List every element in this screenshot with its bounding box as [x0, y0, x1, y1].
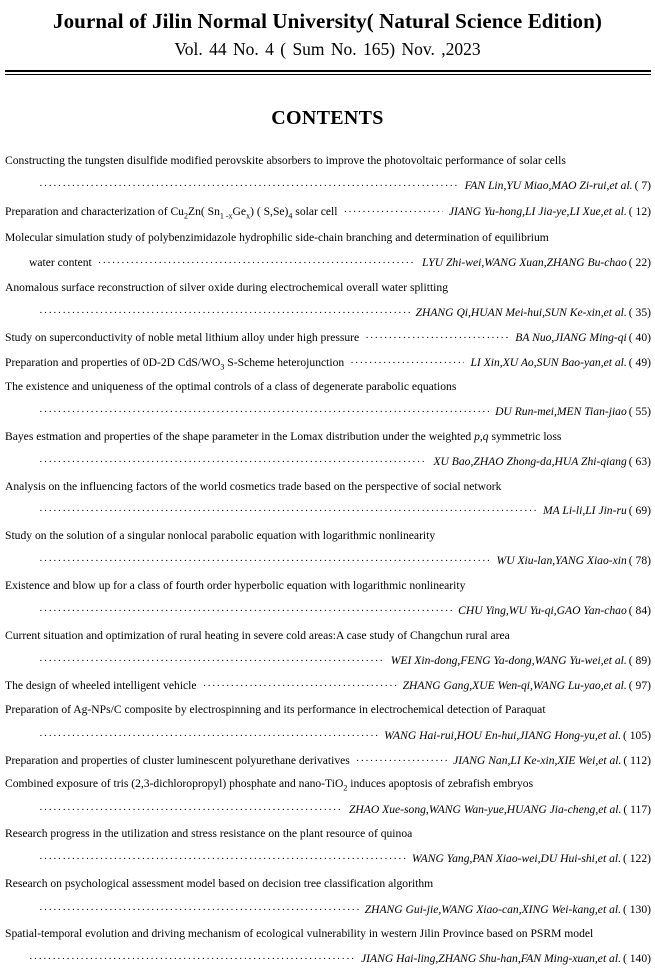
issue-line: Vol. 44 No. 4 ( Sum No. 165) Nov. ,2023 — [174, 39, 481, 59]
leader-dots — [39, 503, 537, 519]
toc-page: ( 40) — [628, 331, 651, 344]
toc-authors: WU Xiu-lan,YANG Xiao-xin — [496, 554, 627, 567]
toc-page: ( 112) — [623, 754, 651, 767]
toc-authors: ZHANG Qi,HUAN Mei-hui,SUN Ke-xin,et al. — [415, 306, 627, 319]
header-rule-top — [5, 70, 651, 72]
leader-dots — [29, 951, 355, 967]
toc-page: ( 69) — [628, 504, 651, 517]
leader-dots — [98, 255, 416, 271]
toc-page: ( 84) — [628, 604, 651, 617]
toc-authors: JIANG Nan,LI Ke-xin,XIE Wei,et al. — [453, 754, 622, 767]
toc-title: The design of wheeled intelligent vehicle — [5, 679, 197, 692]
toc-authors: ZHAO Xue-song,WANG Wan-yue,HUANG Jia-cheng,et al. — [348, 803, 622, 816]
journal-title: Journal of Jilin Normal University( Natural Science Edition) — [52, 9, 603, 33]
leader-dots — [39, 802, 343, 818]
toc-title: Analysis on the influencing factors of the world cosmetics trade based on the perspective of social network — [5, 480, 502, 493]
leader-dots — [39, 553, 491, 569]
toc-authors: CHU Ying,WU Yu-qi,GAO Yan-chao — [458, 604, 627, 617]
leader-dots — [39, 902, 359, 918]
toc-title: Research progress in the utilization and stress resistance on the plant resource of quinoa — [5, 827, 413, 840]
toc-title-cont: water content — [29, 256, 92, 269]
toc-title: Constructing the tungsten disulfide modified perovskite absorbers to improve the photovoltaic performance of solar cells — [5, 154, 566, 167]
toc-page: ( 22) — [628, 256, 651, 269]
toc-authors: LI Xin,XU Ao,SUN Bao-yan,et al. — [470, 356, 627, 369]
toc-page: ( 140) — [622, 952, 651, 965]
toc-title: Preparation and characterization of $Cu_2Zn$( $Sn_{1 -x}Ge_x$) ( $S,Se)_4$ solar cell — [5, 205, 338, 221]
leader-dots — [39, 653, 385, 669]
toc-title: Preparation and properties of 0D-2D CdS/$WO_3$ S-Scheme heterojunction — [5, 356, 345, 372]
leader-dots — [203, 678, 397, 694]
leader-dots — [39, 404, 489, 420]
toc-authors: JIANG Hai-ling,ZHANG Shu-han,FAN Ming-xuan,et al. — [361, 952, 621, 965]
leader-dots — [350, 355, 464, 371]
toc-title: Anomalous surface reconstruction of silver oxide during electrochemical overall water splitting — [5, 281, 448, 294]
leader-dots — [39, 454, 427, 470]
toc-page: ( 117) — [623, 803, 651, 816]
toc-page: ( 49) — [628, 356, 651, 369]
toc-title: Combined exposure of tris (2,3-dichloropropyl) phosphate and nano-TiO$_2$ induces apoptosis of zebrafish embryos — [5, 777, 534, 793]
toc-page: ( 78) — [628, 554, 651, 567]
toc-page: ( 130) — [622, 903, 651, 916]
toc-page: ( 35) — [628, 306, 651, 319]
toc-authors: BA Nuo,JIANG Ming-qi — [515, 331, 627, 344]
leader-dots — [356, 753, 447, 769]
toc-authors: MA Li-li,LI Jin-ru — [542, 504, 627, 517]
contents-heading: CONTENTS — [271, 107, 384, 129]
toc-title: Bayes estmation and properties of the shape parameter in the Lomax distribution under the weighted p,q symmetric loss — [5, 430, 562, 443]
leader-dots — [39, 178, 459, 194]
toc-page: ( 122) — [622, 852, 651, 865]
toc-authors: WEI Xin-dong,FENG Ya-dong,WANG Yu-wei,et al. — [390, 654, 627, 667]
toc-title: Preparation of Ag-NPs/C composite by electrospinning and its performance in electrochemical detection of Paraquat — [5, 703, 546, 716]
toc-page: ( 7) — [634, 179, 651, 192]
toc-title: Study on the solution of a singular nonlocal parabolic equation with logarithmic nonlinearity — [5, 529, 436, 542]
toc-page: ( 89) — [628, 654, 651, 667]
leader-dots — [39, 728, 378, 744]
toc-authors: WANG Hai-rui,HOU En-hui,JIANG Hong-yu,et al. — [384, 729, 621, 742]
leader-dots — [39, 603, 452, 619]
header-rule-bottom — [5, 74, 651, 75]
toc-page: ( 12) — [628, 205, 651, 218]
leader-dots — [343, 204, 442, 220]
toc-authors: JIANG Yu-hong,LI Jia-ye,LI Xue,et al. — [448, 205, 627, 218]
toc-page: ( 63) — [628, 455, 651, 468]
toc-title: Molecular simulation study of polybenzimidazole hydrophilic side-chain branching and determination of equilibrium — [5, 231, 549, 244]
toc-authors: WANG Yang,PAN Xiao-wei,DU Hui-shi,et al. — [411, 852, 621, 865]
toc-authors: ZHANG Gui-jie,WANG Xiao-can,XING Wei-kang,et al. — [364, 903, 621, 916]
leader-dots — [39, 851, 406, 867]
toc-title: The existence and uniqueness of the optimal controls of a class of degenerate parabolic equations — [5, 380, 457, 393]
leader-dots — [365, 330, 509, 346]
toc-title: Current situation and optimization of rural heating in severe cold areas:A case study of Changchun rural area — [5, 629, 510, 642]
toc-authors: ZHANG Gang,XUE Wen-qi,WANG Lu-yao,et al. — [402, 679, 627, 692]
toc-page: ( 55) — [628, 405, 651, 418]
toc-authors: FAN Lin,YU Miao,MAO Zi-rui,et al. — [464, 179, 633, 192]
toc-page: ( 105) — [622, 729, 651, 742]
toc-authors: LYU Zhi-wei,WANG Xuan,ZHANG Bu-chao — [422, 256, 627, 269]
toc-title: Existence and blow up for a class of fourth order hyperbolic equation with logarithmic nonlinearity — [5, 579, 466, 592]
toc-title: Study on superconductivity of noble metal lithium alloy under high pressure — [5, 331, 360, 344]
toc-title: Preparation and properties of cluster luminescent polyurethane derivatives — [5, 754, 350, 767]
toc-title: Research on psychological assessment model based on decision tree classification algorithm — [5, 877, 434, 890]
toc-title: Spatial-temporal evolution and driving mechanism of ecological vulnerability in western Jilin Province based on PSRM model — [5, 927, 594, 940]
toc-page: ( 97) — [628, 679, 651, 692]
leader-dots — [39, 305, 410, 321]
toc-authors: DU Run-mei,MEN Tian-jiao — [495, 405, 627, 418]
toc-authors: XU Bao,ZHAO Zhong-da,HUA Zhi-qiang — [433, 455, 627, 468]
